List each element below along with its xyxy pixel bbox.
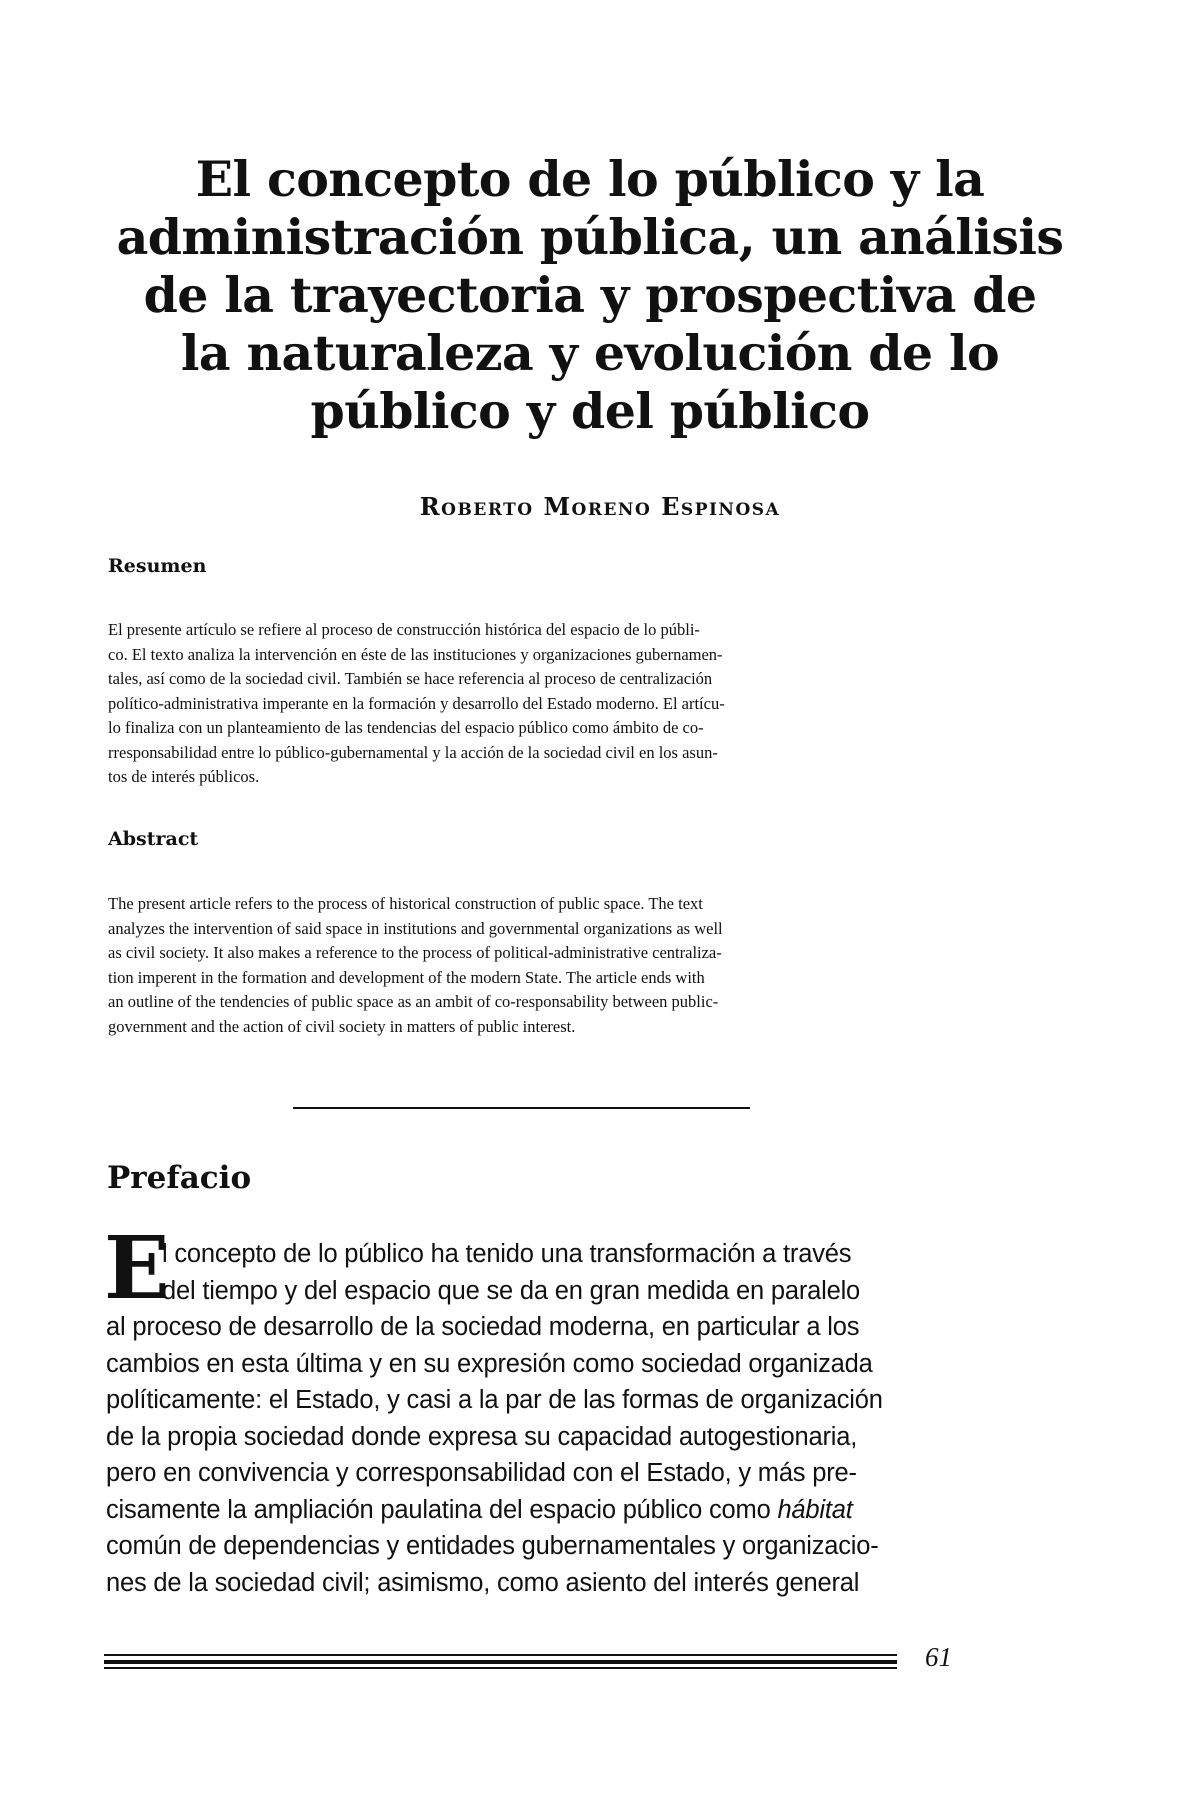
abstract-line: an outline of the tendencies of public space as an ambit of co-responsability between public- xyxy=(108,992,719,1011)
resumen-line: co. El texto analiza la intervención en éste de las instituciones y organizaciones gubernamen- xyxy=(108,644,723,664)
abstract-heading: Abstract xyxy=(108,828,199,850)
drop-cap: E xyxy=(104,1218,170,1319)
resumen-line: político-administrativa imperante en la formación y desarrollo del Estado moderno. El artícu- xyxy=(108,693,725,713)
abstract-text xyxy=(108,892,968,1039)
page-number: 61 xyxy=(925,1642,952,1672)
abstract-line: The present article refers to the process of historical construction of public space. The text xyxy=(108,894,703,913)
resumen-line: rresponsabilidad entre lo público-gubernamental y la acción de la sociedad civil en los asun- xyxy=(108,742,718,762)
footer-rule xyxy=(104,1654,897,1656)
body-line: cambios en esta última y en su expresión como sociedad organizada xyxy=(106,1349,873,1378)
resumen-line: El presente artículo se refiere al proceso de construcción histórica del espacio de lo públi- xyxy=(108,620,700,639)
body-line: l concepto de lo público ha tenido una transformación a través xyxy=(162,1240,852,1268)
body-line: nes de la sociedad civil; asimismo, como asiento del interés general xyxy=(106,1568,860,1597)
body-line: políticamente: el Estado, y casi a la par de las formas de organización xyxy=(106,1386,883,1414)
abstract-line: tion imperent in the formation and development of the modern State. The article ends with xyxy=(108,967,705,987)
article-title xyxy=(100,150,1080,440)
title-line: público y del público xyxy=(310,382,870,440)
abstract-line: analyzes the intervention of said space in institutions and governmental organizations as well xyxy=(108,918,723,938)
abstract-line: government and the action of civil society in matters of public interest. xyxy=(108,1016,576,1036)
body-line: al proceso de desarrollo de la sociedad moderna, en particular a los xyxy=(106,1313,860,1341)
title-line: de la trayectoria y prospectiva de xyxy=(143,266,1037,324)
resumen-text xyxy=(108,618,968,790)
footer-rule xyxy=(104,1667,897,1669)
footer-rule xyxy=(104,1660,897,1664)
prefacio-body xyxy=(106,1236,986,1601)
body-line: pero en convivencia y corresponsabilidad con el Estado, y más pre- xyxy=(106,1459,857,1487)
body-line-text: cisamente la ampliación paulatina del espacio público como xyxy=(106,1495,771,1524)
prefacio-heading: Prefacio xyxy=(107,1160,252,1196)
abstract-line: as civil society. It also makes a reference to the process of political-administrative centraliza- xyxy=(108,943,722,962)
title-line: El concepto de lo público y la xyxy=(195,150,985,208)
title-line: administración pública, un análisis xyxy=(116,208,1064,266)
body-line: de la propia sociedad donde expresa su capacidad autogestionaria, xyxy=(106,1422,858,1451)
resumen-heading: Resumen xyxy=(108,555,207,577)
section-divider xyxy=(293,1107,750,1109)
resumen-line: tales, así como de la sociedad civil. También se hace referencia al proceso de centralización xyxy=(108,669,713,688)
italic-term: hábitat xyxy=(777,1495,853,1524)
body-line: del tiempo y del espacio que se da en gran medida en paralelo xyxy=(162,1276,861,1305)
author-name: Roberto Moreno Espinosa xyxy=(419,492,781,521)
title-line: la naturaleza y evolución de lo xyxy=(180,324,1000,382)
body-line: común de dependencias y entidades gubernamentales y organizacio- xyxy=(106,1532,879,1560)
body-line xyxy=(106,1492,986,1529)
resumen-line: tos de interés públicos. xyxy=(108,767,260,786)
resumen-line: lo finaliza con un planteamiento de las tendencias del espacio público como ámbito de co- xyxy=(108,718,704,737)
